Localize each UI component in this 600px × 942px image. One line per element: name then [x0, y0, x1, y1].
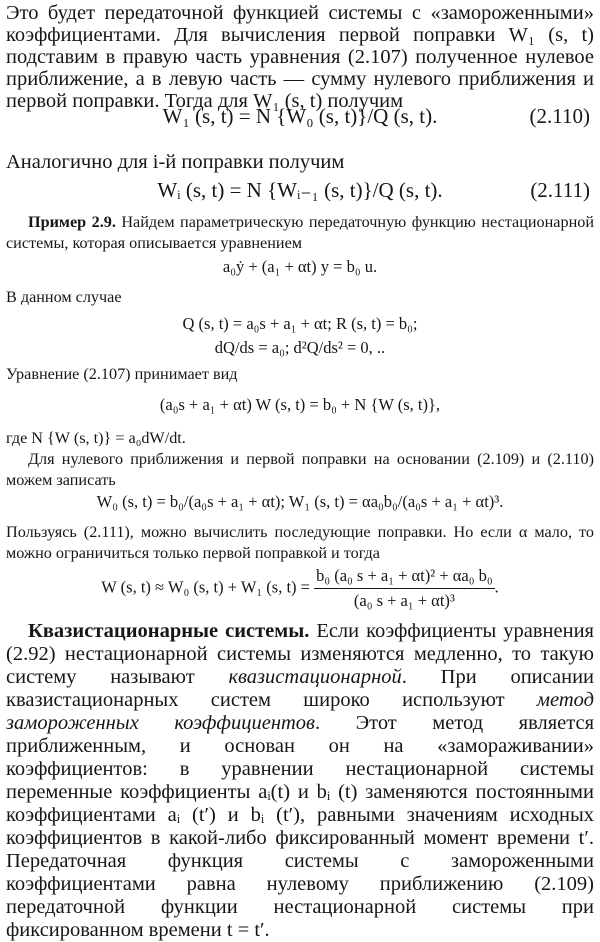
example-text: Найдем параметрическую передаточную функцию нестационарной системы, которая описывается уравнением: [6, 213, 594, 252]
equation-2-110: [6, 104, 594, 129]
paragraph-in-this-case: В данном случае: [6, 288, 122, 306]
equation-final-fraction: [314, 566, 495, 611]
paragraph-zero-approx: Для нулевого приближения и первой поправки на основании (2.109) и (2.110) можем записать: [6, 450, 594, 489]
quasi-text-3: . Этот метод является приближенным, и основан он на «замораживании» коэффициентов: в уравнении нестационарной системы переменные коэффициенты aᵢ(t) и bᵢ (t) заменяются постоянными коэффициентами aᵢ (t′) и bᵢ (t′), равными значениям исходных коэффициентов в какой-либо фиксированный момент времени t′. Передаточная функция системы с замороженными коэффициентами равна нулевому приближению (2.109) передаточной функции нестационарной системы при фиксированном времени t = t′.: [6, 712, 594, 941]
equation-final-approx: [6, 566, 594, 611]
example-label: Пример 2.9.: [28, 213, 116, 231]
paragraph-equation-form: Уравнение (2.107) принимает вид: [6, 365, 238, 383]
equation-2-107-form-body: (a₀s + a₁ + αt) W (s, t) = b₀ + N {W (s, t)},: [159, 395, 441, 414]
quasi-heading: Квазистационарные системы.: [28, 620, 310, 642]
equation-q-r-body: Q (s, t) = a₀s + a₁ + αt; R (s, t) = b₀;: [182, 314, 418, 333]
paragraph-ith-correction: Аналогично для i-й поправки получим: [6, 151, 345, 173]
paragraph-where: где N {W (s, t)} = a₀dW/dt.: [6, 429, 186, 447]
equation-2-110-number: (2.110): [529, 104, 590, 128]
quasi-method: метод замороженных коэффициентов: [6, 689, 594, 734]
equation-2-111-number: (2.111): [530, 178, 590, 202]
section-quasistationary: [6, 620, 594, 942]
equation-final-denominator: (a₀ s + a₁ + αt)³: [353, 591, 455, 610]
quasi-term: квазистационарной: [228, 666, 402, 688]
equation-final-numerator: b₀ (a₀ s + a₁ + αt)² + αa₀ b₀: [314, 566, 495, 589]
quasi-text-2: . При описании квазистационарных систем широко используют: [6, 666, 595, 711]
quasi-text-1: Если коэффициенты уравнения (2.92) нестационарной системы изменяются медленно, то такую систему называют: [6, 620, 594, 688]
equation-example: [6, 257, 594, 277]
equation-2-111-body: Wᵢ (s, t) = N {Wᵢ₋₁ (s, t)}/Q (s, t).: [157, 178, 443, 202]
equation-q-r: [6, 314, 594, 334]
paragraph-frozen-coefficients: Это будет передаточной функцией системы с «замороженными» коэффициентами. Для вычисления первой поправки W₁ (s, t) подставим в правую часть уравнения (2.107) полученное нулевое приближение, а в левую часть — сумму нулевого приближения и первой поправки. Тогда для W₁ (s, t) получим: [6, 2, 594, 112]
equation-2-110-body: W₁ (s, t) = N {W₀ (s, t)}/Q (s, t).: [162, 104, 438, 128]
equation-w0-w1-body: W₀ (s, t) = b₀/(a₀s + a₁ + αt); W₁ (s, t) = αa₀b₀/(a₀s + a₁ + αt)³.: [96, 492, 504, 511]
example-2-9-intro: [6, 212, 594, 254]
equation-derivatives-body: dQ/ds = a₀; d²Q/ds² = 0, ..: [214, 338, 386, 357]
equation-2-107-form: [6, 395, 594, 415]
paragraph-using-2-111: Пользуясь (2.111), можно вычислить последующие поправки. Но если α мало, то можно ограничиться только первой поправкой и тогда: [6, 523, 594, 562]
equation-example-body: a₀ẏ + (a₁ + αt) y = b₀ u.: [222, 257, 378, 276]
equation-final-lhs: W (s, t) ≈ W₀ (s, t) + W₁ (s, t) =: [101, 577, 315, 597]
equation-w0-w1: [6, 492, 594, 512]
equation-2-111: [6, 178, 594, 203]
equation-final-end: .: [494, 577, 499, 597]
equation-derivatives: [6, 338, 594, 358]
